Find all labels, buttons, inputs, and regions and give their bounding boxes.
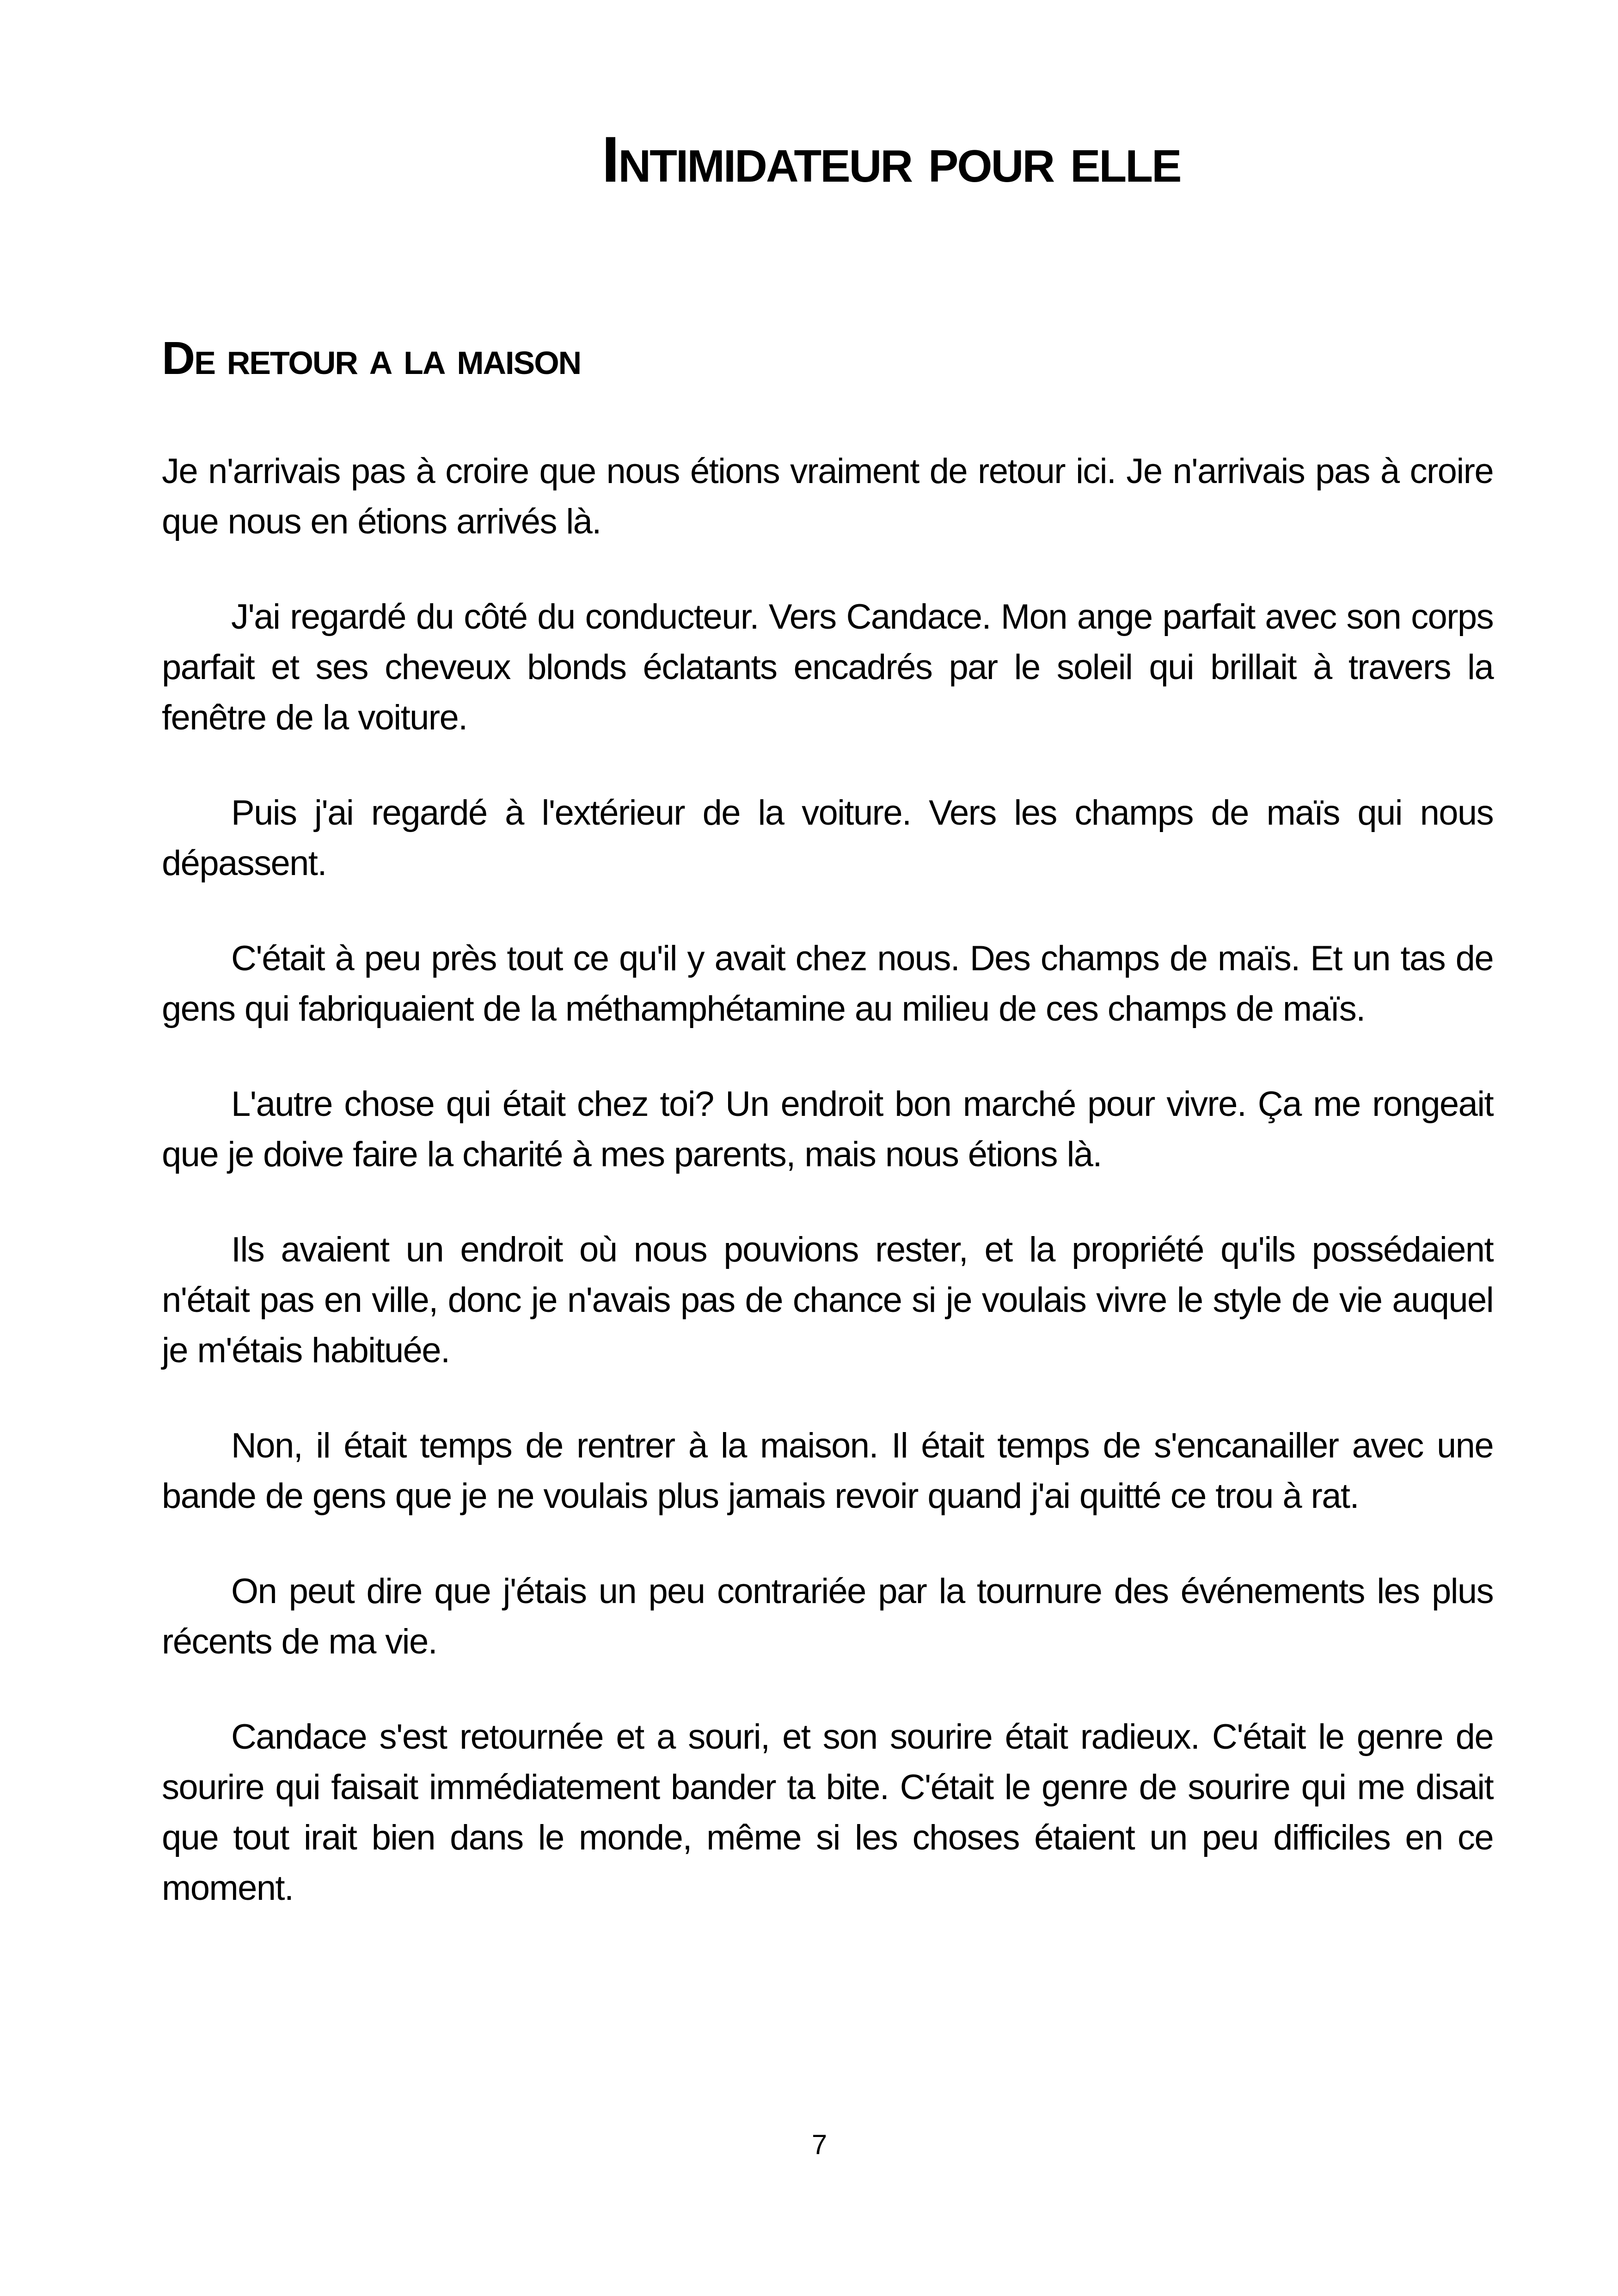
paragraph: C'était à peu près tout ce qu'il y avait chez nous. Des champs de maïs. Et un tas de gens qui fabriquaient de la méthamphétamine au milieu de ces champs de maïs. xyxy=(162,939,1493,1029)
page-number: 7 xyxy=(811,2129,827,2160)
paragraph: L'autre chose qui était chez toi? Un endroit bon marché pour vivre. Ça me rongeait que je doive faire la charité à mes parents, mais nous étions là. xyxy=(162,1084,1493,1174)
paragraph: On peut dire que j'étais un peu contrariée par la tournure des événements les plus récents de ma vie. xyxy=(162,1572,1493,1661)
book-title: Intimidateur pour elle xyxy=(601,123,1181,196)
paragraph: Je n'arrivais pas à croire que nous étions vraiment de retour ici. Je n'arrivais pas à croire que nous en étions arrivés là. xyxy=(162,452,1493,541)
body-text xyxy=(162,446,1493,1958)
chapter-title: De retour a la maison xyxy=(162,332,581,384)
paragraph: Non, il était temps de rentrer à la maison. Il était temps de s'encanailler avec une bande de gens que je ne voulais plus jamais revoir quand j'ai quitté ce trou à rat. xyxy=(162,1426,1493,1516)
paragraph: Candace s'est retournée et a souri, et son sourire était radieux. C'était le genre de sourire qui faisait immédiatement bander ta bite. C'était le genre de sourire qui me disait que tout irait bien dans le monde, même si les choses étaient un peu difficiles en ce moment. xyxy=(162,1717,1493,1908)
paragraph: Puis j'ai regardé à l'extérieur de la voiture. Vers les champs de maïs qui nous dépassent. xyxy=(162,793,1493,883)
paragraph: J'ai regardé du côté du conducteur. Vers Candace. Mon ange parfait avec son corps parfait et ses cheveux blonds éclatants encadrés par le soleil qui brillait à travers la fenêtre de la voiture. xyxy=(162,597,1493,737)
paragraph: Ils avaient un endroit où nous pouvions rester, et la propriété qu'ils possédaient n'était pas en ville, donc je n'avais pas de chance si je voulais vivre le style de vie auquel je m'étais habituée. xyxy=(162,1230,1493,1370)
